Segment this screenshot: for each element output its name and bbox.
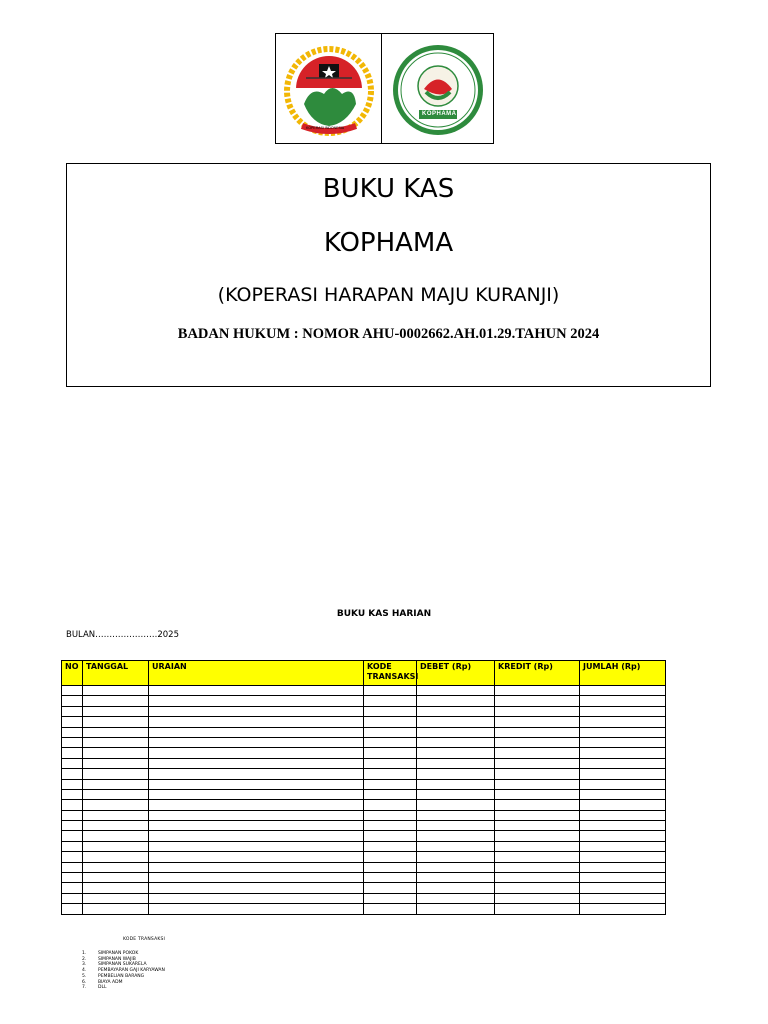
table-cell[interactable] bbox=[149, 696, 364, 706]
table-cell[interactable] bbox=[580, 831, 666, 841]
table-cell[interactable] bbox=[149, 789, 364, 799]
table-cell[interactable] bbox=[364, 779, 417, 789]
table-cell[interactable] bbox=[149, 706, 364, 716]
table-cell[interactable] bbox=[83, 686, 149, 696]
table-cell[interactable] bbox=[62, 789, 83, 799]
table-cell[interactable] bbox=[62, 727, 83, 737]
table-cell[interactable] bbox=[417, 686, 495, 696]
table-cell[interactable] bbox=[149, 769, 364, 779]
table-cell[interactable] bbox=[83, 841, 149, 851]
table-cell[interactable] bbox=[364, 737, 417, 747]
table-cell[interactable] bbox=[83, 727, 149, 737]
table-cell[interactable] bbox=[364, 893, 417, 903]
table-cell[interactable] bbox=[83, 852, 149, 862]
table-cell[interactable] bbox=[495, 831, 580, 841]
table-cell[interactable] bbox=[417, 821, 495, 831]
table-cell[interactable] bbox=[83, 862, 149, 872]
table-cell[interactable] bbox=[364, 789, 417, 799]
table-cell[interactable] bbox=[495, 821, 580, 831]
table-row bbox=[62, 904, 666, 914]
table-cell[interactable] bbox=[580, 810, 666, 820]
table-cell[interactable] bbox=[83, 893, 149, 903]
table-cell[interactable] bbox=[149, 873, 364, 883]
table-row bbox=[62, 821, 666, 831]
table-cell[interactable] bbox=[417, 810, 495, 820]
table-cell[interactable] bbox=[495, 696, 580, 706]
table-row bbox=[62, 779, 666, 789]
table-row bbox=[62, 737, 666, 747]
table-cell[interactable] bbox=[417, 789, 495, 799]
table-cell[interactable] bbox=[580, 862, 666, 872]
table-cell[interactable] bbox=[62, 904, 83, 914]
col-header-no: NO bbox=[62, 661, 83, 686]
col-header-tanggal: TANGGAL bbox=[83, 661, 149, 686]
table-cell[interactable] bbox=[417, 769, 495, 779]
table-cell[interactable] bbox=[62, 810, 83, 820]
table-cell[interactable] bbox=[495, 862, 580, 872]
table-cell[interactable] bbox=[364, 696, 417, 706]
table-cell[interactable] bbox=[62, 800, 83, 810]
kophama-logo bbox=[381, 33, 494, 144]
list-item: 4. PEMBAYARAN GAJI KARYAWAN bbox=[82, 968, 165, 974]
table-cell[interactable] bbox=[62, 748, 83, 758]
table-cell[interactable] bbox=[495, 841, 580, 851]
table-cell[interactable] bbox=[364, 706, 417, 716]
table-row bbox=[62, 862, 666, 872]
legal-registration: BADAN HUKUM : NOMOR AHU-0002662.AH.01.29.TAHUN 2024 bbox=[177, 326, 600, 342]
table-cell[interactable] bbox=[149, 893, 364, 903]
table-row bbox=[62, 696, 666, 706]
table-row bbox=[62, 831, 666, 841]
table-row bbox=[62, 706, 666, 716]
table-cell[interactable] bbox=[580, 873, 666, 883]
table-cell[interactable] bbox=[364, 821, 417, 831]
table-cell[interactable] bbox=[62, 862, 83, 872]
table-cell[interactable] bbox=[580, 800, 666, 810]
table-cell[interactable] bbox=[495, 779, 580, 789]
table-cell[interactable] bbox=[495, 904, 580, 914]
table-cell[interactable] bbox=[580, 696, 666, 706]
table-cell[interactable] bbox=[495, 893, 580, 903]
table-cell[interactable] bbox=[580, 758, 666, 768]
table-cell[interactable] bbox=[62, 706, 83, 716]
table-cell[interactable] bbox=[83, 810, 149, 820]
table-cell[interactable] bbox=[580, 737, 666, 747]
table-cell[interactable] bbox=[495, 706, 580, 716]
table-cell[interactable] bbox=[417, 893, 495, 903]
table-cell[interactable] bbox=[417, 883, 495, 893]
table-cell[interactable] bbox=[62, 852, 83, 862]
table-cell[interactable] bbox=[83, 769, 149, 779]
table-cell[interactable] bbox=[149, 779, 364, 789]
table-cell[interactable] bbox=[364, 769, 417, 779]
kode-transaksi-title: KODE TRANSAKSI bbox=[123, 937, 166, 942]
table-cell[interactable] bbox=[364, 862, 417, 872]
table-cell[interactable] bbox=[62, 821, 83, 831]
table-cell[interactable] bbox=[495, 737, 580, 747]
table-cell[interactable] bbox=[149, 831, 364, 841]
table-cell[interactable] bbox=[364, 873, 417, 883]
document-title: BUKU KAS bbox=[322, 174, 455, 204]
table-cell[interactable] bbox=[149, 841, 364, 851]
table-cell[interactable] bbox=[62, 758, 83, 768]
list-item: 6. BIAYA ADM bbox=[82, 979, 123, 985]
table-cell[interactable] bbox=[149, 727, 364, 737]
logo-banner-text: KOPHAMA bbox=[422, 111, 457, 117]
table-cell[interactable] bbox=[495, 686, 580, 696]
table-cell[interactable] bbox=[83, 904, 149, 914]
table-cell[interactable] bbox=[149, 904, 364, 914]
table-cell[interactable] bbox=[149, 758, 364, 768]
sheet-title: BUKU KAS HARIAN bbox=[336, 609, 432, 619]
table-cell[interactable] bbox=[495, 789, 580, 799]
table-cell[interactable] bbox=[83, 789, 149, 799]
table-cell[interactable] bbox=[364, 758, 417, 768]
table-row bbox=[62, 748, 666, 758]
table-row bbox=[62, 873, 666, 883]
table-row bbox=[62, 883, 666, 893]
table-cell[interactable] bbox=[149, 862, 364, 872]
table-cell[interactable] bbox=[580, 789, 666, 799]
table-row bbox=[62, 686, 666, 696]
table-cell[interactable] bbox=[417, 748, 495, 758]
table-cell[interactable] bbox=[62, 831, 83, 841]
table-cell[interactable] bbox=[62, 873, 83, 883]
col-header-uraian: URAIAN bbox=[149, 661, 364, 686]
title-box bbox=[66, 163, 711, 387]
table-cell[interactable] bbox=[417, 841, 495, 851]
table-row bbox=[62, 769, 666, 779]
table-cell[interactable] bbox=[417, 831, 495, 841]
table-cell[interactable] bbox=[580, 686, 666, 696]
table-cell[interactable] bbox=[83, 883, 149, 893]
list-item: 1. SIMPANAN POKOK bbox=[82, 951, 139, 956]
table-row bbox=[62, 717, 666, 727]
table-cell[interactable] bbox=[364, 810, 417, 820]
table-cell[interactable] bbox=[62, 841, 83, 851]
col-header-kode-transaksi: KODE TRANSAKSI bbox=[364, 661, 417, 686]
table-cell[interactable] bbox=[364, 904, 417, 914]
table-cell[interactable] bbox=[364, 800, 417, 810]
table-cell[interactable] bbox=[83, 800, 149, 810]
table-row bbox=[62, 852, 666, 862]
table-cell[interactable] bbox=[495, 883, 580, 893]
table-cell[interactable] bbox=[495, 769, 580, 779]
table-cell[interactable] bbox=[495, 758, 580, 768]
table-cell[interactable] bbox=[417, 717, 495, 727]
list-item: 3. SIMPANAN SUKARELA bbox=[82, 962, 147, 968]
table-cell[interactable] bbox=[149, 748, 364, 758]
list-item: 5. PEMBELIAN BARANG bbox=[82, 973, 145, 979]
table-cell[interactable] bbox=[62, 696, 83, 706]
table-cell[interactable] bbox=[83, 779, 149, 789]
table-cell[interactable] bbox=[364, 883, 417, 893]
table-cell[interactable] bbox=[149, 737, 364, 747]
table-cell[interactable] bbox=[417, 758, 495, 768]
table-cell[interactable] bbox=[580, 706, 666, 716]
table-cell[interactable] bbox=[580, 717, 666, 727]
table-cell[interactable] bbox=[495, 800, 580, 810]
table-cell[interactable] bbox=[149, 686, 364, 696]
list-item: 7. DLL bbox=[82, 985, 107, 991]
table-cell[interactable] bbox=[580, 769, 666, 779]
table-cell[interactable] bbox=[364, 748, 417, 758]
table-cell[interactable] bbox=[83, 748, 149, 758]
table-cell[interactable] bbox=[364, 831, 417, 841]
table-cell[interactable] bbox=[149, 810, 364, 820]
table-cell[interactable] bbox=[83, 696, 149, 706]
list-item: 2. SIMPANAN WAJIB bbox=[82, 956, 136, 962]
col-header-debet: DEBET (Rp) bbox=[417, 661, 495, 686]
kophama-emblem-icon bbox=[382, 34, 495, 145]
logo-caption: KOPERASI INDONESIA bbox=[306, 126, 345, 130]
table-cell[interactable] bbox=[149, 852, 364, 862]
table-cell[interactable] bbox=[364, 717, 417, 727]
table-cell[interactable] bbox=[149, 821, 364, 831]
table-cell[interactable] bbox=[364, 852, 417, 862]
table-cell[interactable] bbox=[62, 737, 83, 747]
table-cell[interactable] bbox=[83, 873, 149, 883]
table-cell[interactable] bbox=[580, 779, 666, 789]
table-row bbox=[62, 800, 666, 810]
col-header-jumlah: JUMLAH (Rp) bbox=[580, 661, 666, 686]
table-cell[interactable] bbox=[495, 873, 580, 883]
table-cell[interactable] bbox=[580, 841, 666, 851]
table-cell[interactable] bbox=[580, 748, 666, 758]
table-cell[interactable] bbox=[62, 893, 83, 903]
table-cell[interactable] bbox=[580, 893, 666, 903]
table-row bbox=[62, 810, 666, 820]
table-row bbox=[62, 893, 666, 903]
table-cell[interactable] bbox=[417, 873, 495, 883]
table-cell[interactable] bbox=[149, 717, 364, 727]
table-cell[interactable] bbox=[364, 727, 417, 737]
table-cell[interactable] bbox=[580, 727, 666, 737]
table-cell[interactable] bbox=[83, 758, 149, 768]
table-cell[interactable] bbox=[62, 883, 83, 893]
table-cell[interactable] bbox=[495, 727, 580, 737]
table-cell[interactable] bbox=[495, 717, 580, 727]
table-body bbox=[62, 686, 666, 915]
table-cell[interactable] bbox=[62, 686, 83, 696]
table-cell[interactable] bbox=[495, 748, 580, 758]
koperasi-indonesia-logo bbox=[275, 33, 382, 144]
table-cell[interactable] bbox=[495, 810, 580, 820]
table-cell[interactable] bbox=[580, 883, 666, 893]
table-cell[interactable] bbox=[62, 717, 83, 727]
table-row bbox=[62, 727, 666, 737]
table-cell[interactable] bbox=[83, 717, 149, 727]
table-cell[interactable] bbox=[417, 852, 495, 862]
table-cell[interactable] bbox=[83, 821, 149, 831]
table-cell[interactable] bbox=[417, 737, 495, 747]
table-cell[interactable] bbox=[149, 883, 364, 893]
table-cell[interactable] bbox=[417, 706, 495, 716]
table-cell[interactable] bbox=[417, 727, 495, 737]
table-row bbox=[62, 841, 666, 851]
table-cell[interactable] bbox=[62, 779, 83, 789]
table-cell[interactable] bbox=[580, 904, 666, 914]
table-cell[interactable] bbox=[580, 852, 666, 862]
table-cell[interactable] bbox=[417, 904, 495, 914]
col-header-kredit: KREDIT (Rp) bbox=[495, 661, 580, 686]
table-row bbox=[62, 789, 666, 799]
table-cell[interactable] bbox=[417, 800, 495, 810]
table-row bbox=[62, 758, 666, 768]
month-label: BULAN………………….2025 bbox=[66, 630, 179, 640]
cash-book-table bbox=[61, 660, 666, 915]
organization-fullname: (KOPERASI HARAPAN MAJU KURANJI) bbox=[217, 284, 560, 306]
table-cell[interactable] bbox=[83, 831, 149, 841]
table-cell[interactable] bbox=[83, 706, 149, 716]
table-cell[interactable] bbox=[417, 696, 495, 706]
table-cell[interactable] bbox=[364, 686, 417, 696]
table-cell[interactable] bbox=[495, 852, 580, 862]
kode-transaksi-list bbox=[82, 951, 165, 991]
table-cell[interactable] bbox=[417, 779, 495, 789]
table-cell[interactable] bbox=[62, 769, 83, 779]
table-cell[interactable] bbox=[364, 841, 417, 851]
table-cell[interactable] bbox=[580, 821, 666, 831]
organization-name: KOPHAMA bbox=[323, 228, 454, 258]
table-cell[interactable] bbox=[417, 862, 495, 872]
table-header-row bbox=[62, 661, 666, 686]
table-cell[interactable] bbox=[149, 800, 364, 810]
table-cell[interactable] bbox=[83, 737, 149, 747]
